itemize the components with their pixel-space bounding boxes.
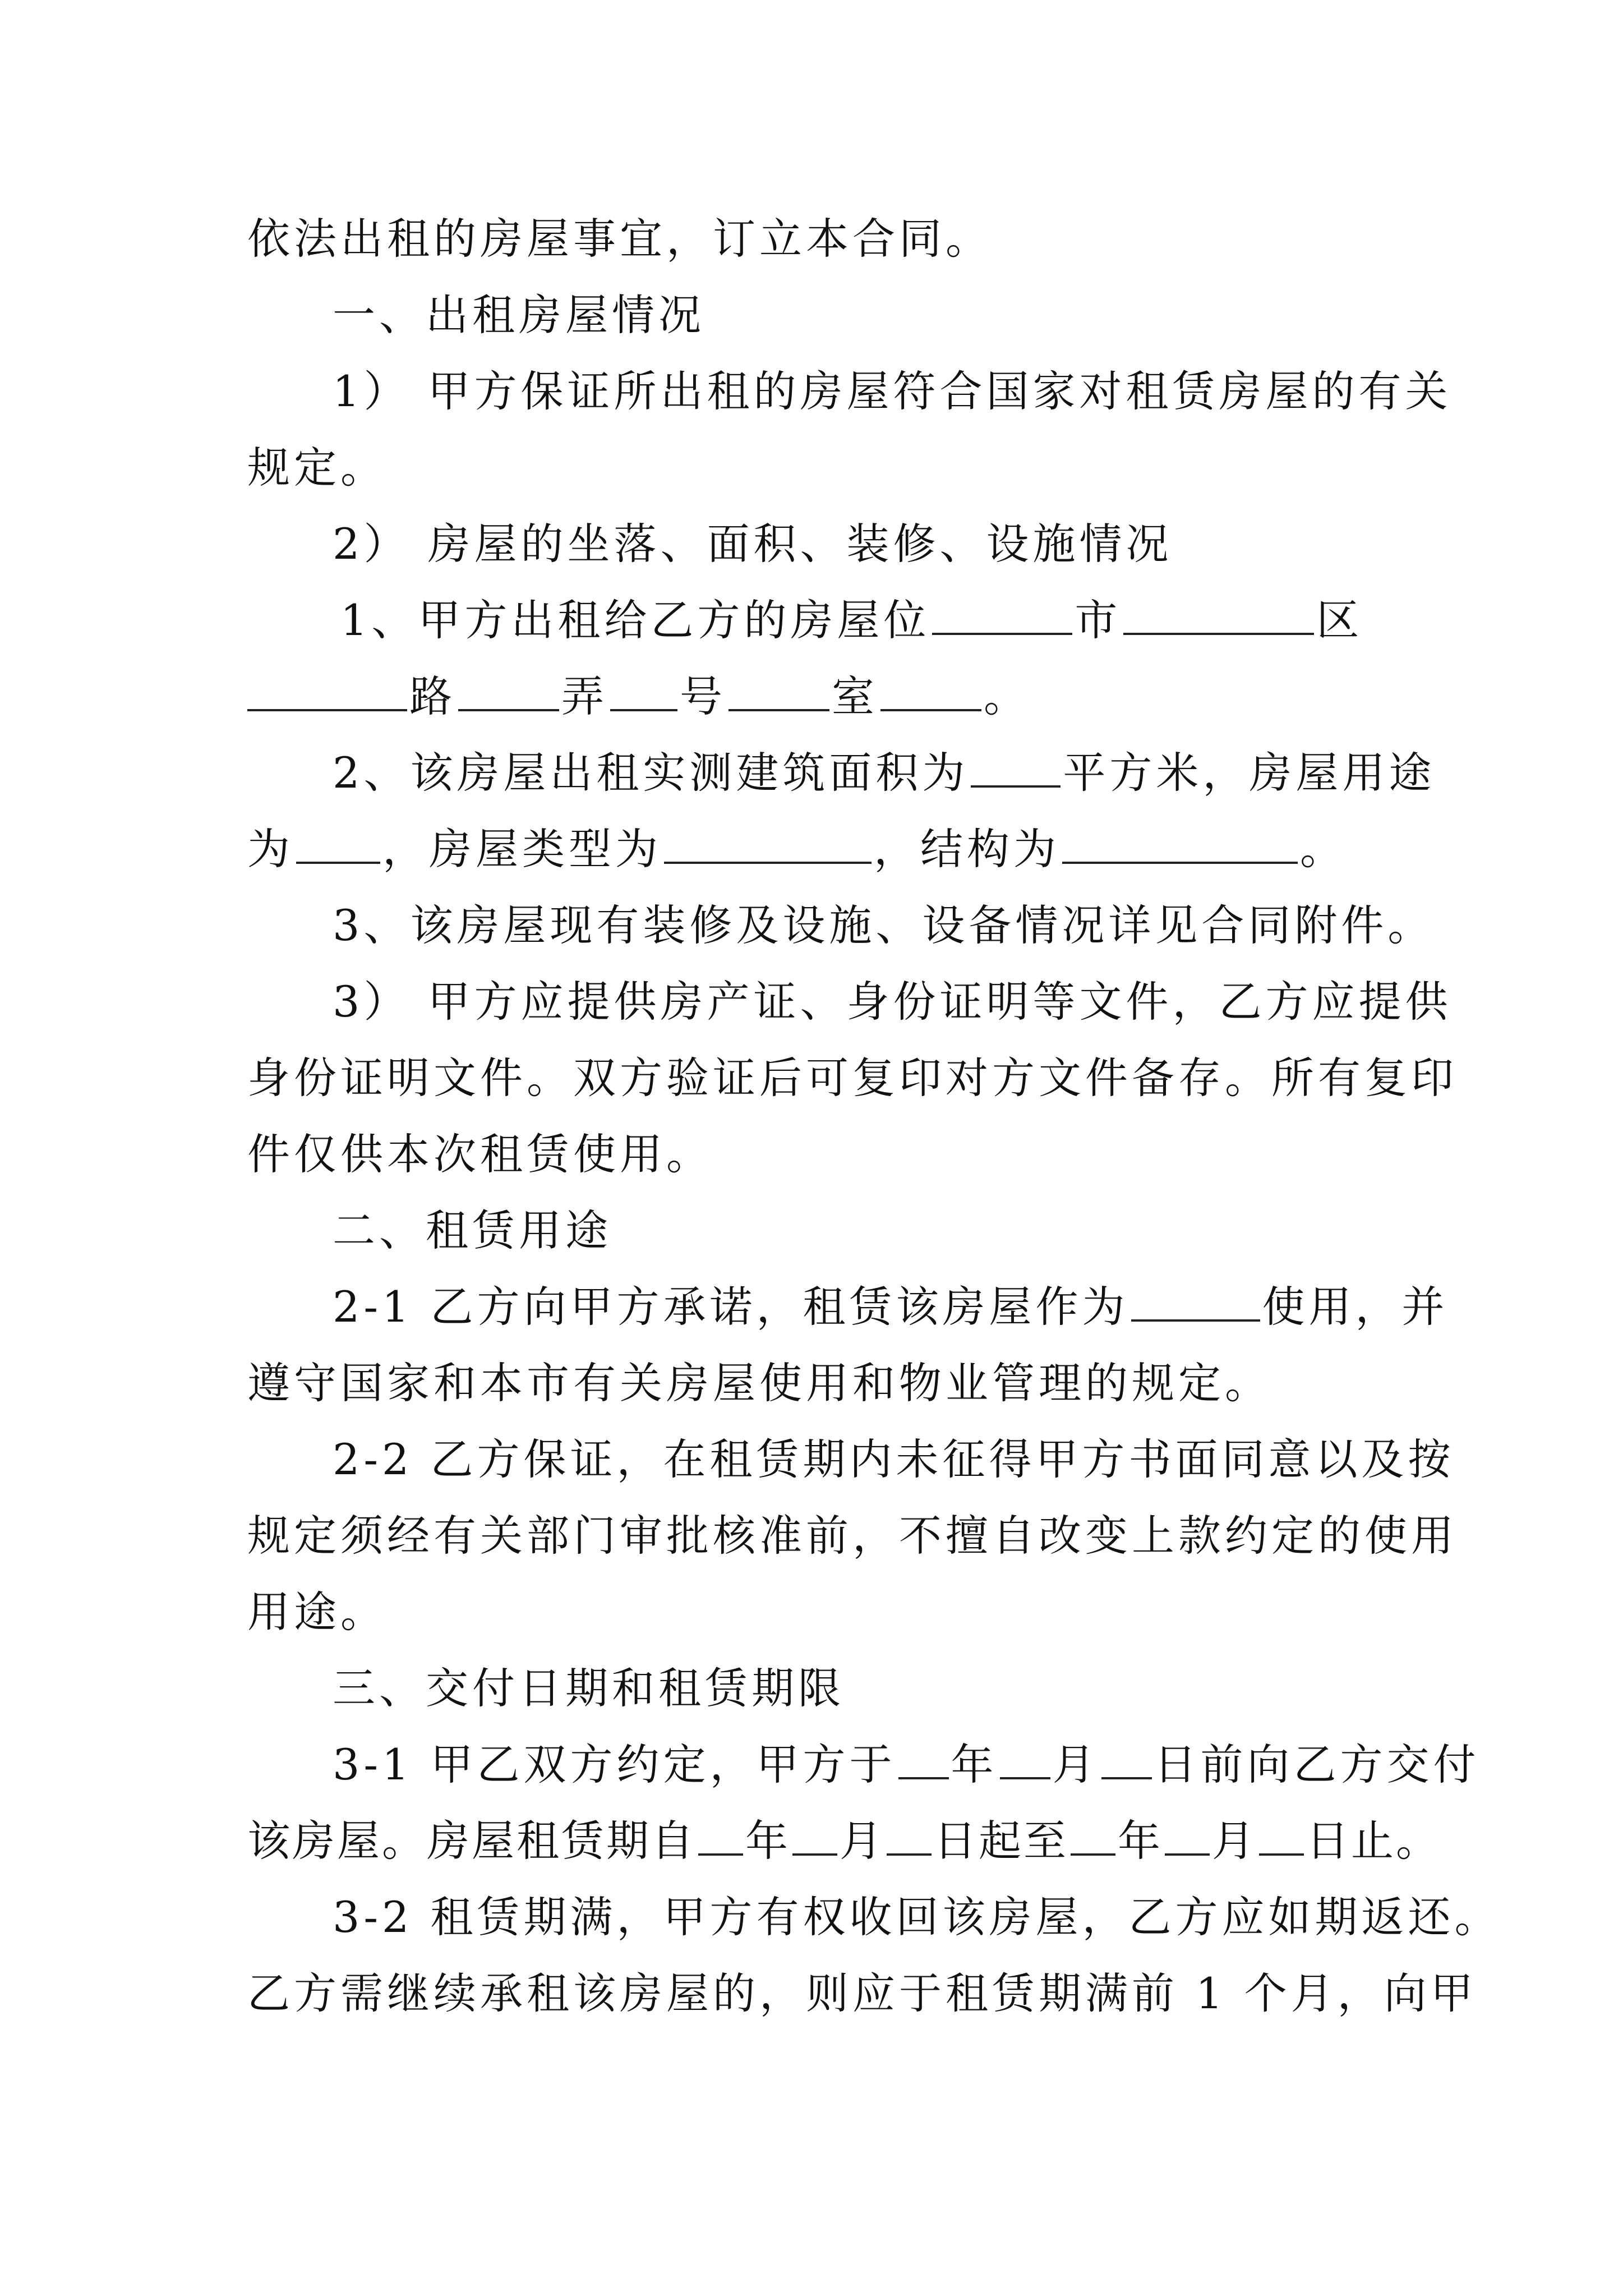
paragraph-line: 乙方需继续承租该房屋的，则应于租赁期满前 1 个月，向甲	[247, 1968, 1477, 2018]
text-fragment: 月	[1212, 1816, 1257, 1866]
fill-in-blank	[698, 1818, 743, 1856]
text-fragment: 日起至	[934, 1816, 1068, 1866]
text-fragment: 2-1 乙方向甲方承诺，租赁该房屋作为	[333, 1282, 1129, 1332]
paragraph-line: 3-2 租赁期满，甲方有权收回该房屋，乙方应如期返还。	[333, 1892, 1501, 1942]
paragraph-line: 身份证明文件。双方验证后可复印对方文件备存。所有复印	[247, 1053, 1458, 1103]
text-fragment: 3-1 甲乙双方约定，甲方于	[333, 1740, 896, 1789]
fill-in-blank	[880, 673, 981, 711]
text-fragment: 使用，并	[1262, 1282, 1449, 1332]
text-fragment: ，房屋类型为	[382, 824, 662, 874]
text-fragment: ，结构为	[874, 824, 1060, 874]
fill-in-blank	[610, 673, 677, 711]
paragraph-line: 2-2 乙方保证，在租赁期内未征得甲方书面同意以及按	[333, 1434, 1455, 1484]
paragraph-line: 3） 甲方应提供房产证、身份证明等文件，乙方应提供	[333, 977, 1452, 1027]
paragraph-line	[247, 1727, 1480, 1803]
fill-in-blank	[458, 673, 559, 711]
text-fragment: 1、甲方出租给乙方的房屋位	[340, 595, 930, 645]
document-page	[247, 201, 1501, 2032]
paragraph-line: 规定须经有关部门审批核准前，不擅自改变上款约定的使用	[247, 1511, 1458, 1561]
fill-in-blank	[1131, 1283, 1260, 1322]
text-fragment: 室	[832, 671, 878, 721]
fill-in-blank	[971, 749, 1061, 788]
text-fragment: 月	[1052, 1740, 1099, 1789]
text-fragment: 号	[680, 671, 726, 721]
text-fragment: 年	[951, 1740, 998, 1789]
section-heading: 三、交付日期和租赁期限	[333, 1663, 845, 1713]
text-fragment: 区	[1316, 595, 1363, 645]
fill-in-blank	[887, 1818, 932, 1856]
paragraph-line	[247, 1803, 1441, 1879]
fill-in-blank	[296, 826, 380, 864]
text-fragment: 日止。	[1306, 1816, 1441, 1866]
paragraph-line	[247, 735, 1436, 811]
paragraph-line	[247, 582, 1397, 659]
text-fragment: 月	[840, 1816, 884, 1866]
text-fragment: 该房屋。房屋租赁期自	[247, 1816, 696, 1866]
text-fragment: 弄	[561, 671, 608, 721]
fill-in-blank	[1062, 826, 1298, 864]
fill-in-blank	[1259, 1818, 1304, 1856]
paragraph-line	[247, 811, 1397, 887]
fill-in-blank	[728, 673, 829, 711]
text-fragment: 。	[1300, 824, 1347, 874]
section-heading: 一、出租房屋情况	[333, 290, 705, 340]
text-fragment: 路	[409, 671, 456, 721]
text-fragment: 年	[1118, 1816, 1163, 1866]
fill-in-blank	[1000, 1741, 1050, 1779]
text-fragment: 为	[247, 824, 294, 874]
paragraph-line: 规定。	[247, 443, 387, 493]
fill-in-blank	[1123, 597, 1314, 635]
fill-in-blank	[898, 1741, 949, 1779]
fill-in-blank	[932, 597, 1072, 635]
text-fragment: 。	[984, 671, 1030, 721]
text-fragment: 市	[1075, 595, 1122, 645]
text-fragment: 平方米，房屋用途	[1063, 748, 1436, 798]
paragraph-line: 3、该房屋现有装修及设施、设备情况详见合同附件。	[333, 900, 1435, 950]
fill-in-blank	[664, 826, 872, 864]
paragraph-line: 1） 甲方保证所出租的房屋符合国家对租赁房屋的有关	[333, 366, 1452, 416]
paragraph-line	[247, 1269, 1449, 1345]
section-heading: 二、租赁用途	[333, 1205, 612, 1255]
fill-in-blank	[1165, 1818, 1210, 1856]
paragraph-line	[247, 659, 1397, 735]
fill-in-blank	[1101, 1741, 1152, 1779]
paragraph-line: 遵守国家和本市有关房屋使用和物业管理的规定。	[247, 1358, 1271, 1408]
fill-in-blank	[1071, 1818, 1115, 1856]
text-fragment: 年	[745, 1816, 790, 1866]
paragraph-line: 2） 房屋的坐落、面积、装修、设施情况	[333, 519, 1173, 569]
paragraph-line: 用途。	[247, 1587, 387, 1637]
fill-in-blank	[247, 673, 407, 711]
text-fragment: 日前向乙方交付	[1154, 1740, 1480, 1789]
text-fragment: 2、该房屋出租实测建筑面积为	[333, 748, 969, 798]
fill-in-blank	[792, 1818, 837, 1856]
paragraph-line: 件仅供本次租赁使用。	[247, 1129, 713, 1179]
paragraph-line: 依法出租的房屋事宜，订立本合同。	[247, 214, 992, 264]
